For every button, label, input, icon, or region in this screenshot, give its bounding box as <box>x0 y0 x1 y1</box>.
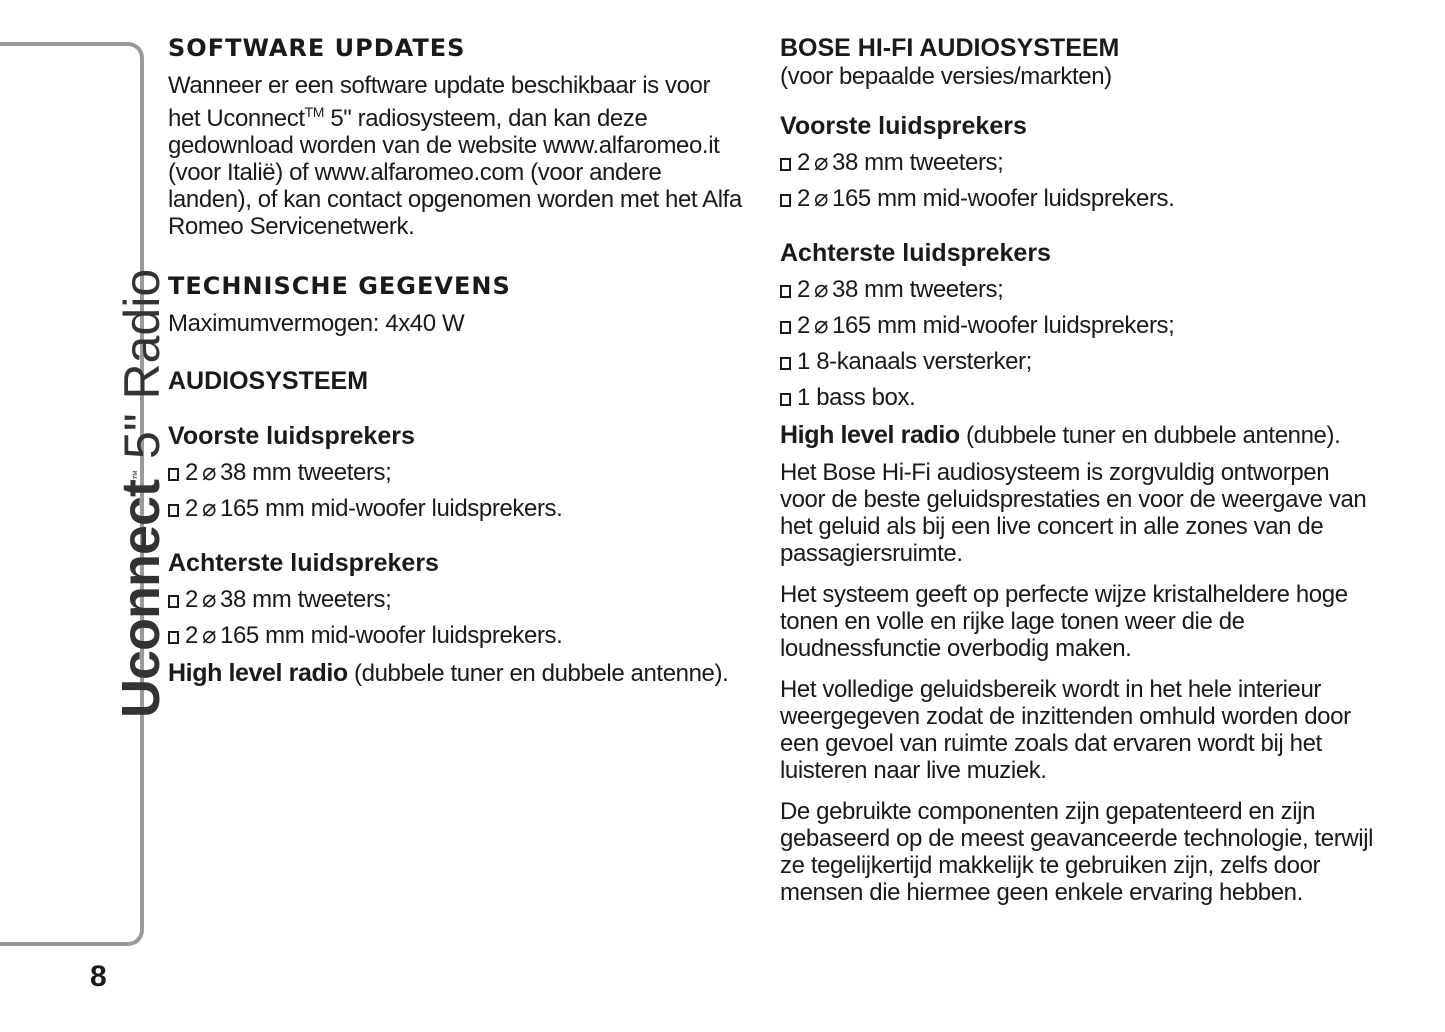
checkbox-bullet-icon <box>168 595 179 608</box>
max-power: Maximumvermogen: 4x40 W <box>168 310 465 337</box>
rear-speakers-title: Achterste luidsprekers <box>168 549 439 577</box>
software-updates-text: Wanneer er een software update beschikbaar is voor het Uconnect™ 5" radiosysteem, dan kan deze gedownload worden van de website www.alfaromeo.it (voor Italië) of www.alfaromeo.com (voor andere landen), of kan contact opgenomen worden met het Alfa Romeo Servicenetwerk. <box>168 72 742 240</box>
list-item: 2 ⌀ 165 mm mid-woofer luidsprekers. <box>780 181 1380 217</box>
checkbox-bullet-icon <box>168 631 179 644</box>
checkbox-bullet-icon <box>168 504 179 517</box>
section-name: 5" Radio <box>114 268 170 459</box>
bose-paragraph: Het volledige geluidsbereik wordt in het hele interieur weergegeven zodat de inzittenden omhuld worden door een gevoel van ruimte zoals dat ervaren wordt bij het luisteren naar live muziek. <box>780 676 1351 784</box>
list-item: 2 ⌀ 38 mm tweeters; <box>168 582 748 618</box>
high-level-radio: High level radio (dubbele tuner en dubbele antenne). <box>780 421 1341 449</box>
diameter-icon: ⌀ <box>813 312 829 339</box>
diameter-icon: ⌀ <box>813 276 829 303</box>
bose-paragraph: Het systeem geeft op perfecte wijze kristalheldere hoge tonen en volle en rijke lage tonen weer die de loudnessfunctie overbodig maken. <box>780 581 1348 662</box>
diameter-icon: ⌀ <box>813 185 829 212</box>
software-updates-heading: SOFTWARE UPDATES <box>168 34 466 62</box>
list-item: 2 ⌀ 165 mm mid-woofer luidsprekers. <box>168 491 748 527</box>
checkbox-bullet-icon <box>780 393 791 406</box>
rear-speakers-title: Achterste luidsprekers <box>780 239 1051 267</box>
list-item: 1 8-kanaals versterker; <box>780 344 1380 380</box>
list-item: 2 ⌀ 38 mm tweeters; <box>780 145 1380 181</box>
checkbox-bullet-icon <box>780 194 791 207</box>
diameter-icon: ⌀ <box>201 495 217 522</box>
bose-paragraph: Het Bose Hi-Fi audiosysteem is zorgvuldig ontworpen voor de beste geluidsprestaties en voor de weergave van het geluid als bij een live concert in alle zones van de passagiersruimte. <box>780 459 1367 567</box>
right-column <box>780 34 1380 906</box>
audio-heading: AUDIOSYSTEEM <box>168 367 369 395</box>
technical-heading: TECHNISCHE GEGEVENS <box>168 272 511 300</box>
diameter-icon: ⌀ <box>201 459 217 486</box>
diameter-icon: ⌀ <box>201 622 217 649</box>
list-item: 2 ⌀ 38 mm tweeters; <box>168 455 748 491</box>
front-speakers-title: Voorste luidsprekers <box>168 422 415 450</box>
list-item: 1 bass box. <box>780 380 1380 416</box>
checkbox-bullet-icon <box>780 357 791 370</box>
checkbox-bullet-icon <box>780 285 791 298</box>
checkbox-bullet-icon <box>780 321 791 334</box>
bose-paragraph: De gebruikte componenten zijn gepatenteerd en zijn gebaseerd op de meest geavanceerde technologie, terwijl ze tegelijkertijd makkelijk te gebruiken zijn, zelfs door mensen die hiermee geen enkele ervaring hebben. <box>780 798 1374 906</box>
page-number: 8 <box>90 960 107 993</box>
checkbox-bullet-icon <box>168 468 179 481</box>
diameter-icon: ⌀ <box>813 149 829 176</box>
list-item: 2 ⌀ 165 mm mid-woofer luidsprekers; <box>780 308 1380 344</box>
high-level-radio: High level radio (dubbele tuner en dubbele antenne). <box>168 659 729 687</box>
checkbox-bullet-icon <box>780 158 791 171</box>
bose-subheading: (voor bepaalde versies/markten) <box>780 63 1112 90</box>
list-item: 2 ⌀ 38 mm tweeters; <box>780 272 1380 308</box>
sidebar-section-title <box>110 269 172 718</box>
left-column <box>168 34 748 689</box>
front-speakers-title: Voorste luidsprekers <box>780 112 1027 140</box>
bose-heading: BOSE HI-FI AUDIOSYSTEEM <box>780 34 1120 62</box>
diameter-icon: ⌀ <box>201 586 217 613</box>
uconnect-logo: Uconnect™ <box>111 470 171 718</box>
list-item: 2 ⌀ 165 mm mid-woofer luidsprekers. <box>168 618 748 654</box>
